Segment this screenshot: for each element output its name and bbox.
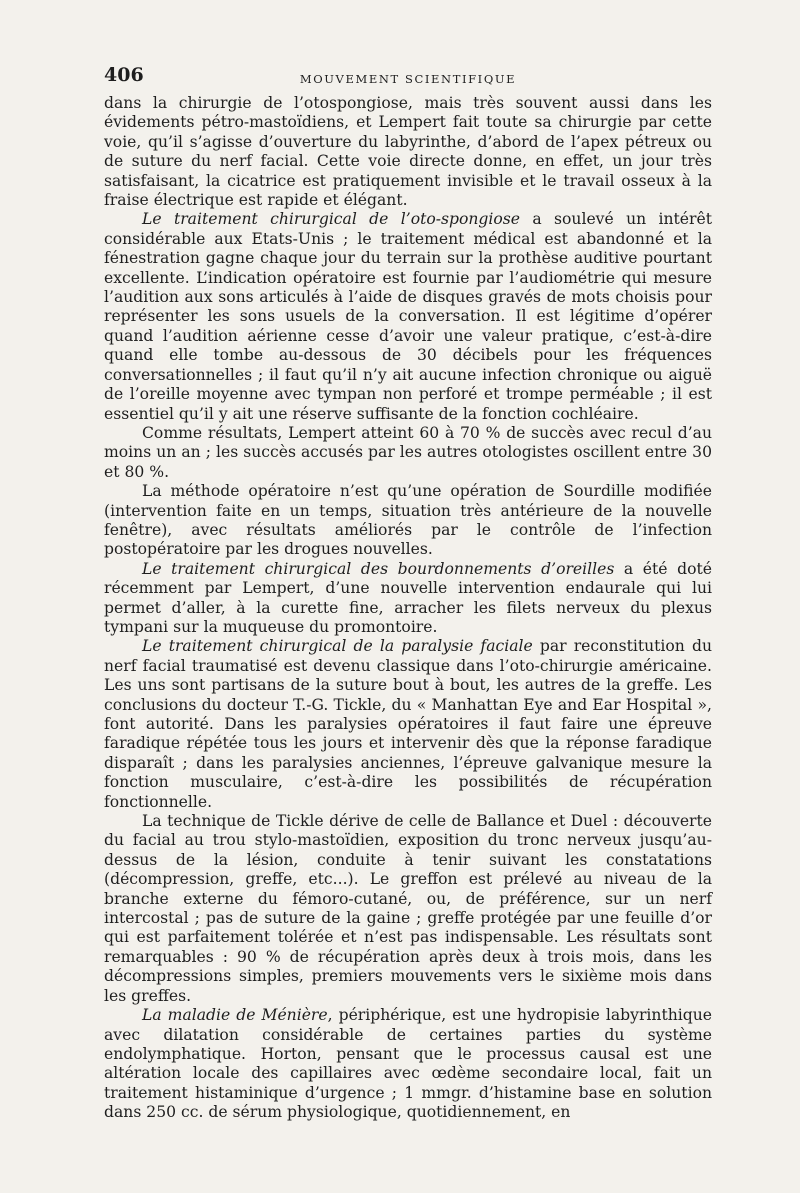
paragraph-1	[104, 94, 712, 210]
paragraph-8-lead: La maladie de Ménière	[142, 1006, 328, 1025]
paragraph-2-lead: Le traitement chirurgical de l’oto-spongiose	[142, 210, 521, 229]
article-body	[104, 94, 712, 1123]
paragraph-5	[104, 560, 712, 638]
paragraph-5-text: a été doté récemment par Lempert, d’une nouvelle intervention endaurale qui lui permet d’aller, à la curette fine, arracher les filets nerveux du plexus tympani sur la muqueuse du promontoire.	[104, 559, 712, 636]
paragraph-3	[104, 424, 712, 482]
paragraph-2-text: a soulevé un intérêt considérable aux Etats-Unis ; le traitement médical est abandonné et la fénestration gagne chaque jour du terrain sur la prothèse auditive pourtant excellente. L’indication opératoire est fournie par l’audiométrie qui mesure l’audition aux sons articulés à l’aide de disques gravés de mots choisis pour représenter les sons usuels de la conversation. Il est légitime d’opérer quand l’audition aérienne cesse d’avoir une valeur pratique, c’est-à-dire quand elle tombe au-dessous de 30 décibels pour les fréquences conversationnelles ; il faut qu’il n’y ait aucune infection chronique ou aiguë de l’oreille moyenne avec tympan non perforé et trompe perméable ; il est essentiel qu’il y ait une réserve suffisante de la fonction cochléaire.	[104, 210, 712, 423]
paragraph-4	[104, 482, 712, 560]
paragraph-6-lead: Le traitement chirurgical de la paralysie faciale	[142, 637, 533, 656]
paragraph-5-lead: Le traitement chirurgical des bourdonnements d’oreilles	[142, 559, 615, 578]
running-head	[104, 58, 712, 94]
paragraph-7	[104, 812, 712, 1006]
paragraph-6-text: par reconstitution du nerf facial traumatisé est devenu classique dans l’oto-chirurgie américaine. Les uns sont partisans de la suture bout à bout, les autres de la greffe. Les conclusions du docteur T.-G. Tickle, du « Manhattan Eye and Ear Hospital », font autorité. Dans les paralysies opératoires il faut faire une épreuve faradique répétée tous les jours et intervenir dès que la réponse faradique disparaît ; dans les paralysies anciennes, l’épreuve galvanique mesure la fonction musculaire, c’est-à-dire les possibilités de récupération fonctionnelle.	[104, 637, 712, 811]
paragraph-3-text: Comme résultats, Lempert atteint 60 à 70 % de succès avec recul d’au moins un an ; les succès accusés par les autres otologistes oscillent entre 30 et 80 %.	[104, 423, 712, 481]
paragraph-8-text: , périphérique, est une hydropisie labyrinthique avec dilatation considérable de certaines parties du système endolymphatique. Horton, pensant que le processus causal est une altération locale des capillaires avec œdème secondaire local, fait un traitement histaminique d’urgence ; 1 mmgr. d’histamine base en solution dans 250 cc. de sérum physiologique, quotidiennement, en	[104, 1006, 713, 1122]
paragraph-6	[104, 637, 712, 812]
running-title: MOUVEMENT SCIENTIFIQUE	[299, 72, 517, 86]
paragraph-4-text: La méthode opératoire n’est qu’une opération de Sourdille modifiée (intervention faite en un temps, situation très antérieure de la nouvelle fenêtre), avec résultats améliorés par le contrôle de l’infection postopératoire par les drogues nouvelles.	[104, 482, 712, 559]
paragraph-1-text: dans la chirurgie de l’otospongiose, mais très souvent aussi dans les évidements pétro-mastoïdiens, et Lempert fait toute sa chirurgie par cette voie, qu’il s’agisse d’ouverture du labyrinthe, d’abord de l’apex pétreux ou de suture du nerf facial. Cette voie directe donne, en effet, un jour très satisfaisant, la cicatrice est pratiquement invisible et le travail osseux à la fraise électrique est rapide et élégant.	[104, 94, 712, 210]
page-number: 406	[104, 64, 144, 86]
paragraph-7-text: La technique de Tickle dérive de celle de Ballance et Duel : découverte du facial au trou stylo-mastoïdien, exposition du tronc nerveux jusqu’au-dessus de la lésion, conduite à tenir suivant les constatations (décompression, greffe, etc...). Le greffon est prélevé au niveau de la branche externe du fémoro-cutané, ou, de préférence, sur un nerf intercostal ; pas de suture de la gaine ; greffe protégée par une feuille d’or qui est parfaitement tolérée et n’est pas indispensable. Les résultats sont remarquables : 90 % de récupération après deux à trois mois, dans les décompressions simples, premiers mouvements vers le sixième mois dans les greffes.	[104, 812, 712, 1005]
paragraph-2	[104, 210, 712, 423]
paragraph-8	[104, 1006, 712, 1122]
